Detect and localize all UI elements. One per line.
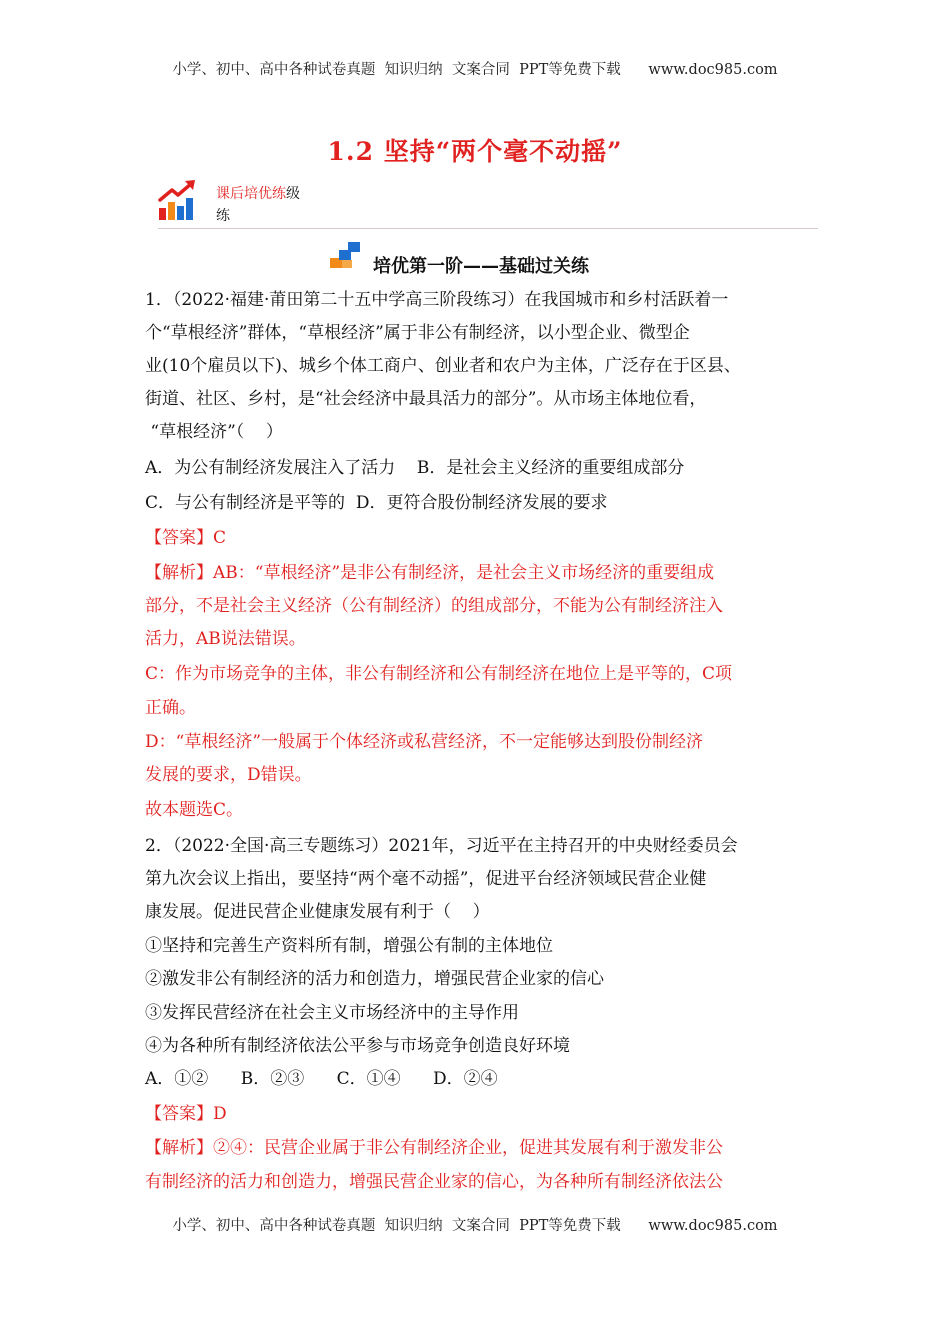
q1-analysis-line: 发展的要求，D错误。 xyxy=(145,765,312,785)
exercise-level-label xyxy=(216,183,300,227)
exercise-level-line2: 练 xyxy=(216,208,230,224)
q1-analysis-line: C：作为市场竞争的主体，非公有制经济和公有制经济在地位上是平等的，C项 xyxy=(145,664,733,684)
q2-line: ①坚持和完善生产资料所有制，增强公有制的主体地位 xyxy=(145,936,553,956)
q2-options: A．①② B．②③ C．①④ D．②④ xyxy=(145,1069,498,1089)
q1-analysis-line: 活力，AB说法错误。 xyxy=(145,629,306,649)
q1-analysis-line: 故本题选C。 xyxy=(145,800,244,820)
page-footer: 小学、初中、高中各种试卷真题 知识归纳 文案合同 PPT等免费下载 www.doc985.com xyxy=(172,1218,778,1234)
q1-analysis-line: 部分，不是社会主义经济（公有制经济）的组成部分，不能为公有制经济注入 xyxy=(145,596,723,616)
q2-analysis-line: 有制经济的活力和创造力，增强民营企业家的信心，为各种所有制经济依法公 xyxy=(145,1172,723,1192)
q2-line: ③发挥民营经济在社会主义市场经济中的主导作用 xyxy=(145,1003,519,1023)
exercise-level-black: 级 xyxy=(286,186,300,202)
q1-analysis-line: 【解析】AB：“草根经济”是非公有制经济，是社会主义市场经济的重要组成 xyxy=(145,563,715,583)
page-title: 1.2 坚持“两个毫不动摇” xyxy=(327,137,623,166)
q1-answer: 【答案】C xyxy=(145,528,227,548)
q1-line: 业(10个雇员以下)、城乡个体工商户、创业者和农户为主体，广泛存在于区县、 xyxy=(145,356,741,376)
section-title: 培优第一阶——基础过关练 xyxy=(373,256,589,277)
q2-line: ④为各种所有制经济依法公平参与市场竞争创造良好环境 xyxy=(145,1036,570,1056)
q1-line: 1．（2022·福建·莆田第二十五中学高三阶段练习）在我国城市和乡村活跃着一 xyxy=(145,290,729,310)
q2-answer: 【答案】D xyxy=(145,1104,227,1124)
stairs-icon xyxy=(330,240,368,270)
exercise-level-red: 课后培优练 xyxy=(216,186,286,202)
q1-option: C．与公有制经济是平等的 D．更符合股份制经济发展的要求 xyxy=(145,493,608,513)
q1-analysis-line: D：“草根经济”一般属于个体经济或私营经济，不一定能够达到股份制经济 xyxy=(145,732,704,752)
q2-analysis-line: 【解析】②④：民营企业属于非公有制经济企业，促进其发展有利于激发非公 xyxy=(145,1138,723,1158)
q2-line: ②激发非公有制经济的活力和创造力，增强民营企业家的信心 xyxy=(145,969,604,989)
q1-line: “草根经济”（ ） xyxy=(145,422,283,442)
q1-option: A．为公有制经济发展注入了活力 B．是社会主义经济的重要组成部分 xyxy=(145,458,685,478)
q2-line: 第九次会议上指出，要坚持“两个毫不动摇”，促进平台经济领域民营企业健 xyxy=(145,869,707,889)
q1-line: 个“草根经济”群体，“草根经济”属于非公有制经济，以小型企业、微型企 xyxy=(145,323,690,343)
q1-analysis-line: 正确。 xyxy=(145,698,196,718)
q1-line: 街道、社区、乡村，是“社会经济中最具活力的部分”。从市场主体地位看， xyxy=(145,389,707,409)
chart-growth-icon xyxy=(158,178,202,222)
q2-line: 康发展。促进民营企业健康发展有利于（ ） xyxy=(145,902,490,922)
header-divider xyxy=(158,228,818,229)
q2-line: 2．（2022·全国·高三专题练习）2021年，习近平在主持召开的中央财经委员会 xyxy=(145,836,738,856)
page-header: 小学、初中、高中各种试卷真题 知识归纳 文案合同 PPT等免费下载 www.doc985.com xyxy=(172,62,778,78)
